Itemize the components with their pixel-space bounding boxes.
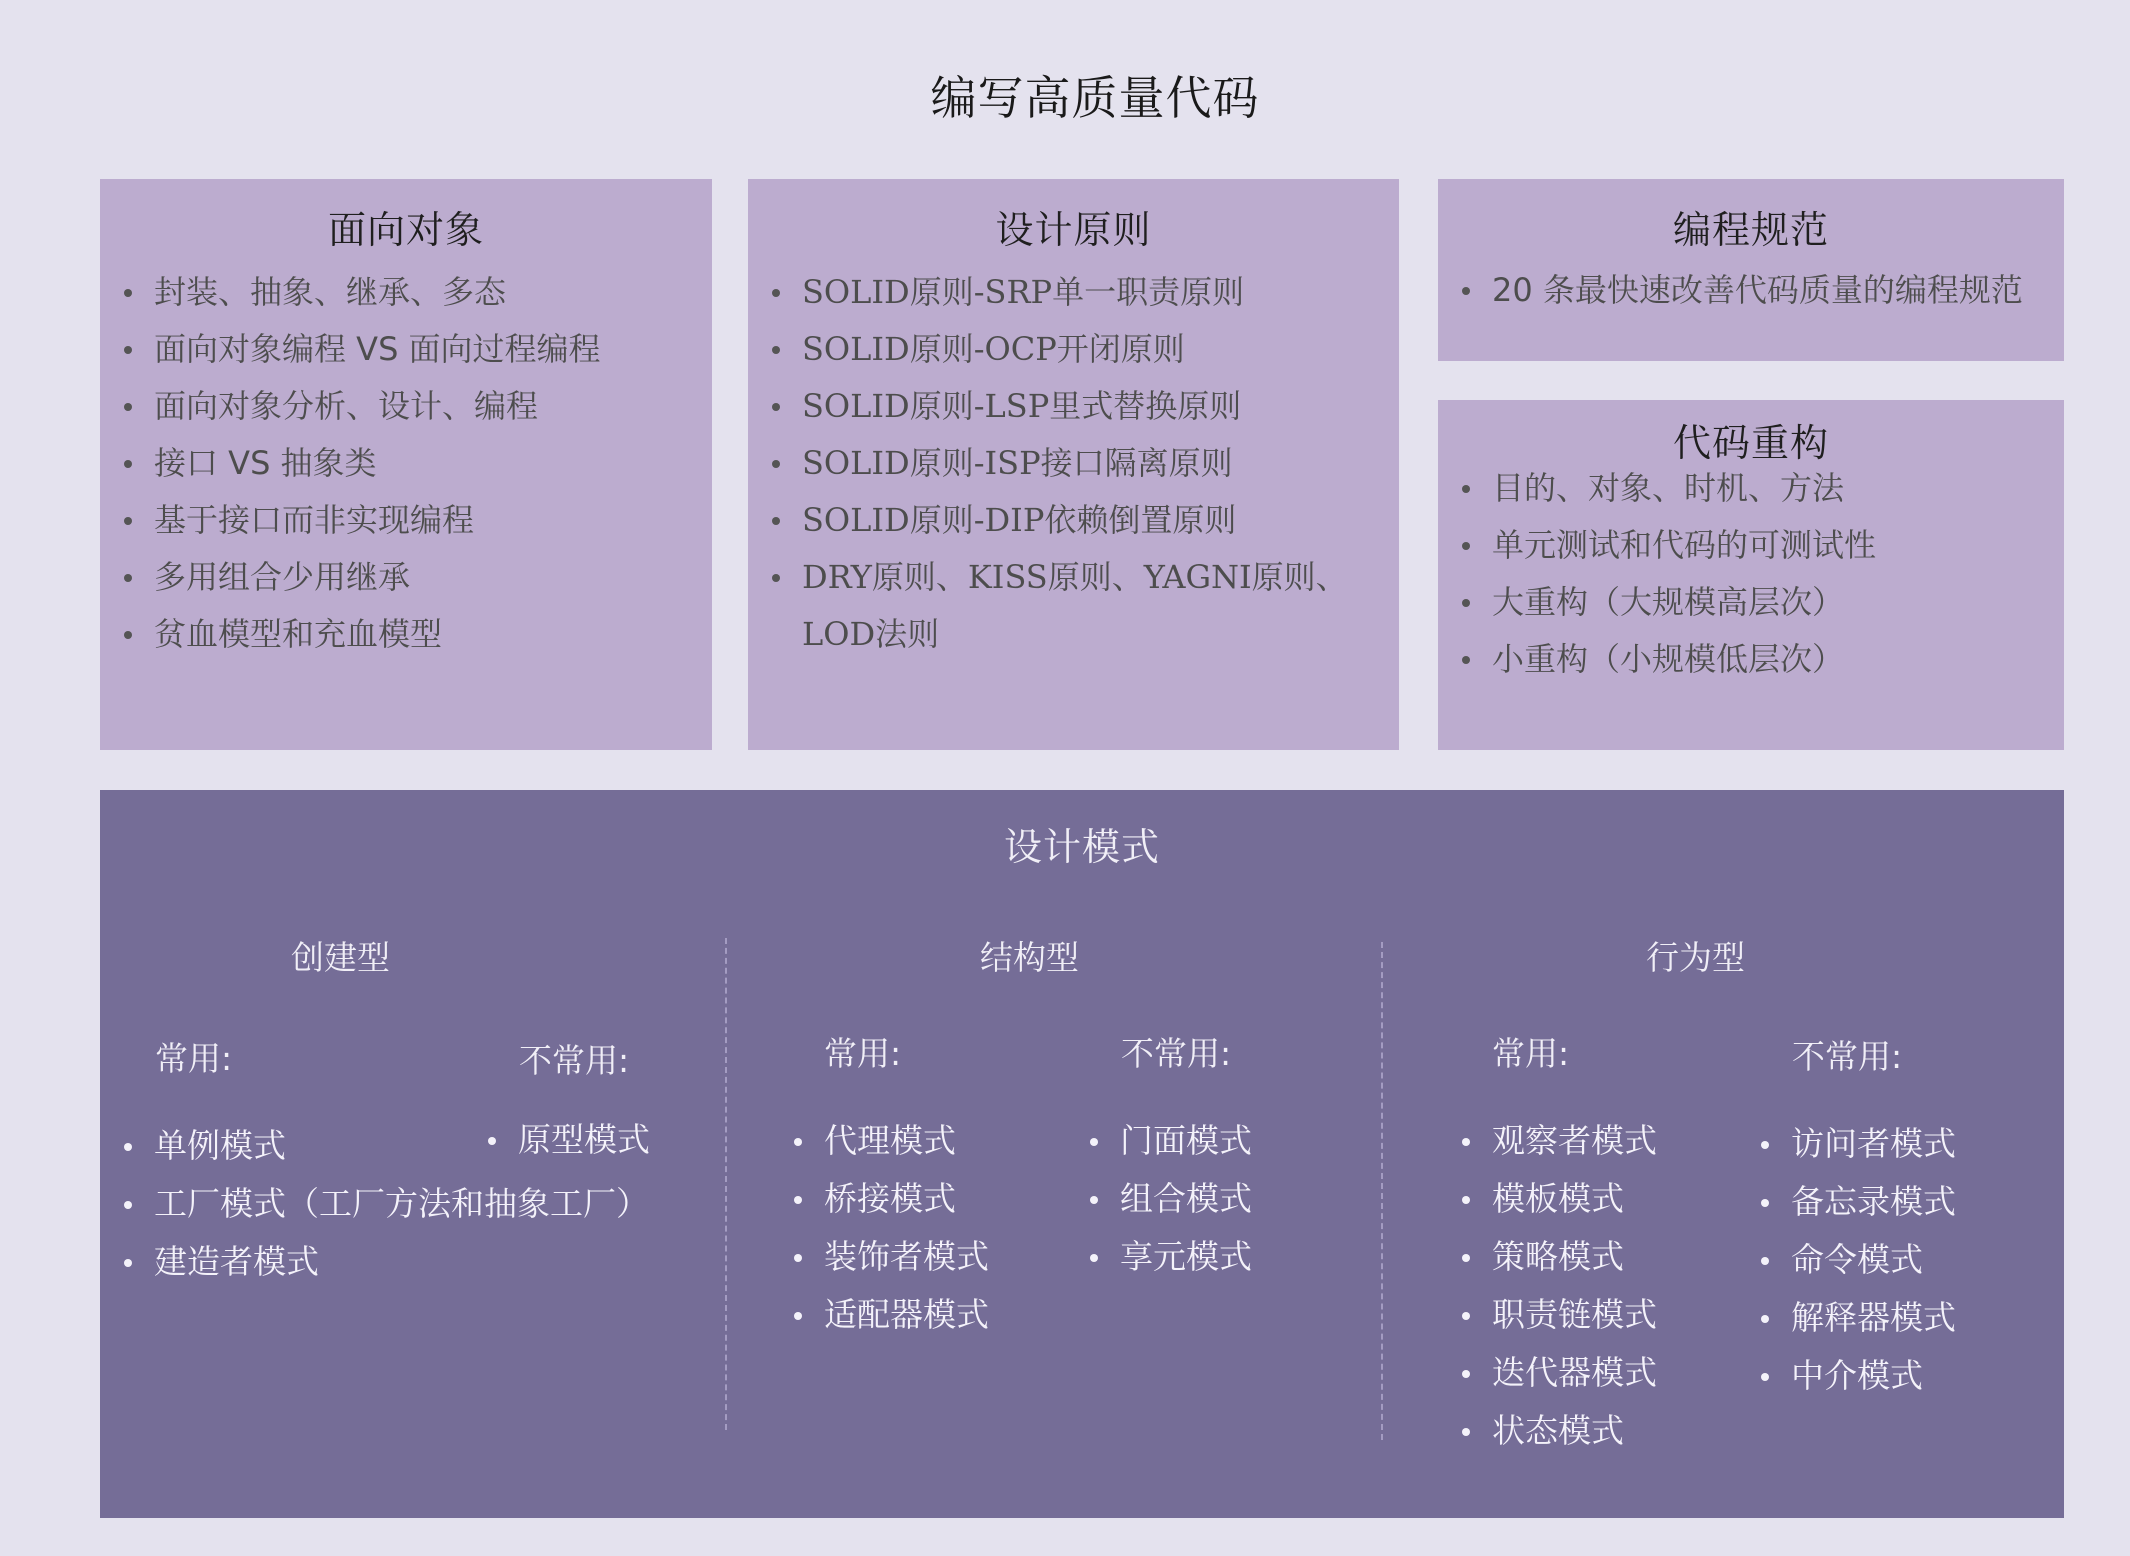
behavioral-pattern-item: 备忘录模式 xyxy=(1761,1173,1956,1231)
principle-item: DRY原则、KISS原则、YAGNI原则、LOD法则 xyxy=(772,549,1362,663)
principle-item: SOLID原则-DIP依赖倒置原则 xyxy=(772,492,1362,549)
structural-pattern-item: 装饰者模式 xyxy=(794,1228,989,1286)
behavioral-pattern-item: 状态模式 xyxy=(1462,1402,1657,1460)
behavioral-pattern-item: 访问者模式 xyxy=(1761,1115,1956,1173)
refactoring-item: 大重构（大规模高层次） xyxy=(1462,574,1876,631)
structural-pattern-item: 适配器模式 xyxy=(794,1286,989,1344)
oop-list xyxy=(124,264,601,663)
refactoring-item: 小重构（小规模低层次） xyxy=(1462,631,1876,688)
behavioral-pattern-item: 观察者模式 xyxy=(1462,1112,1657,1170)
behavioral-pattern-item: 职责链模式 xyxy=(1462,1286,1657,1344)
principles-list xyxy=(772,264,1362,663)
oop-item: 基于接口而非实现编程 xyxy=(124,492,601,549)
refactoring-card xyxy=(1438,400,2064,750)
principles-card xyxy=(748,179,1399,750)
refactoring-item: 单元测试和代码的可测试性 xyxy=(1462,517,1876,574)
design-patterns-title: 设计模式 xyxy=(1003,825,1160,869)
structural-title: 结构型 xyxy=(980,938,1079,977)
refactoring-card-title: 代码重构 xyxy=(1672,421,1829,465)
page-title: 编写高质量代码 xyxy=(930,71,1260,125)
structural-pattern-item: 组合模式 xyxy=(1090,1170,1252,1228)
oop-item: 接口 VS 抽象类 xyxy=(124,435,601,492)
oop-card-title: 面向对象 xyxy=(327,208,484,252)
creational-pattern-item: 工厂模式（工厂方法和抽象工厂） xyxy=(124,1175,649,1233)
oop-item: 贫血模型和充血模型 xyxy=(124,606,601,663)
behavioral-uncommon-list xyxy=(1761,1115,1956,1405)
behavioral-pattern-item: 策略模式 xyxy=(1462,1228,1657,1286)
refactoring-item: 目的、对象、时机、方法 xyxy=(1462,460,1876,517)
behavioral-pattern-item: 模板模式 xyxy=(1462,1170,1657,1228)
structural-common-label: 常用: xyxy=(824,1034,902,1073)
behavioral-pattern-item: 解释器模式 xyxy=(1761,1289,1956,1347)
behavioral-common-label: 常用: xyxy=(1492,1034,1570,1073)
oop-item: 封装、抽象、继承、多态 xyxy=(124,264,601,321)
creational-title: 创建型 xyxy=(291,938,390,977)
principles-card-title: 设计原则 xyxy=(995,208,1152,252)
creational-uncommon-label: 不常用: xyxy=(519,1041,630,1080)
behavioral-pattern-item: 命令模式 xyxy=(1761,1231,1956,1289)
creational-common-label: 常用: xyxy=(155,1039,233,1078)
behavioral-title: 行为型 xyxy=(1646,938,1745,977)
structural-pattern-item: 桥接模式 xyxy=(794,1170,989,1228)
creational-pattern-item: 单例模式 xyxy=(124,1117,649,1175)
principle-item: SOLID原则-LSP里式替换原则 xyxy=(772,378,1362,435)
column-divider xyxy=(725,938,727,1430)
structural-pattern-item: 代理模式 xyxy=(794,1112,989,1170)
behavioral-pattern-item: 迭代器模式 xyxy=(1462,1344,1657,1402)
oop-item: 面向对象分析、设计、编程 xyxy=(124,378,601,435)
structural-common-list xyxy=(794,1112,989,1344)
oop-item: 面向对象编程 VS 面向过程编程 xyxy=(124,321,601,378)
behavioral-pattern-item: 中介模式 xyxy=(1761,1347,1956,1405)
structural-uncommon-label: 不常用: xyxy=(1121,1034,1232,1073)
creational-uncommon-list xyxy=(488,1111,650,1169)
creational-pattern-item: 建造者模式 xyxy=(124,1233,649,1291)
oop-item: 多用组合少用继承 xyxy=(124,549,601,606)
refactoring-list xyxy=(1462,460,1876,688)
behavioral-uncommon-label: 不常用: xyxy=(1792,1037,1903,1076)
structural-uncommon-list xyxy=(1090,1112,1252,1286)
conventions-card xyxy=(1438,179,2064,361)
structural-pattern-item: 门面模式 xyxy=(1090,1112,1252,1170)
conventions-list xyxy=(1462,262,2023,319)
behavioral-common-list xyxy=(1462,1112,1657,1460)
principle-item: SOLID原则-SRP单一职责原则 xyxy=(772,264,1362,321)
structural-pattern-item: 享元模式 xyxy=(1090,1228,1252,1286)
design-patterns-panel xyxy=(100,790,2064,1518)
conventions-card-title: 编程规范 xyxy=(1672,208,1829,252)
convention-item: 20 条最快速改善代码质量的编程规范 xyxy=(1462,262,2023,319)
principle-item: SOLID原则-OCP开闭原则 xyxy=(772,321,1362,378)
column-divider xyxy=(1381,942,1383,1440)
oop-card xyxy=(100,179,712,750)
principle-item: SOLID原则-ISP接口隔离原则 xyxy=(772,435,1362,492)
creational-pattern-item: 原型模式 xyxy=(488,1111,650,1169)
